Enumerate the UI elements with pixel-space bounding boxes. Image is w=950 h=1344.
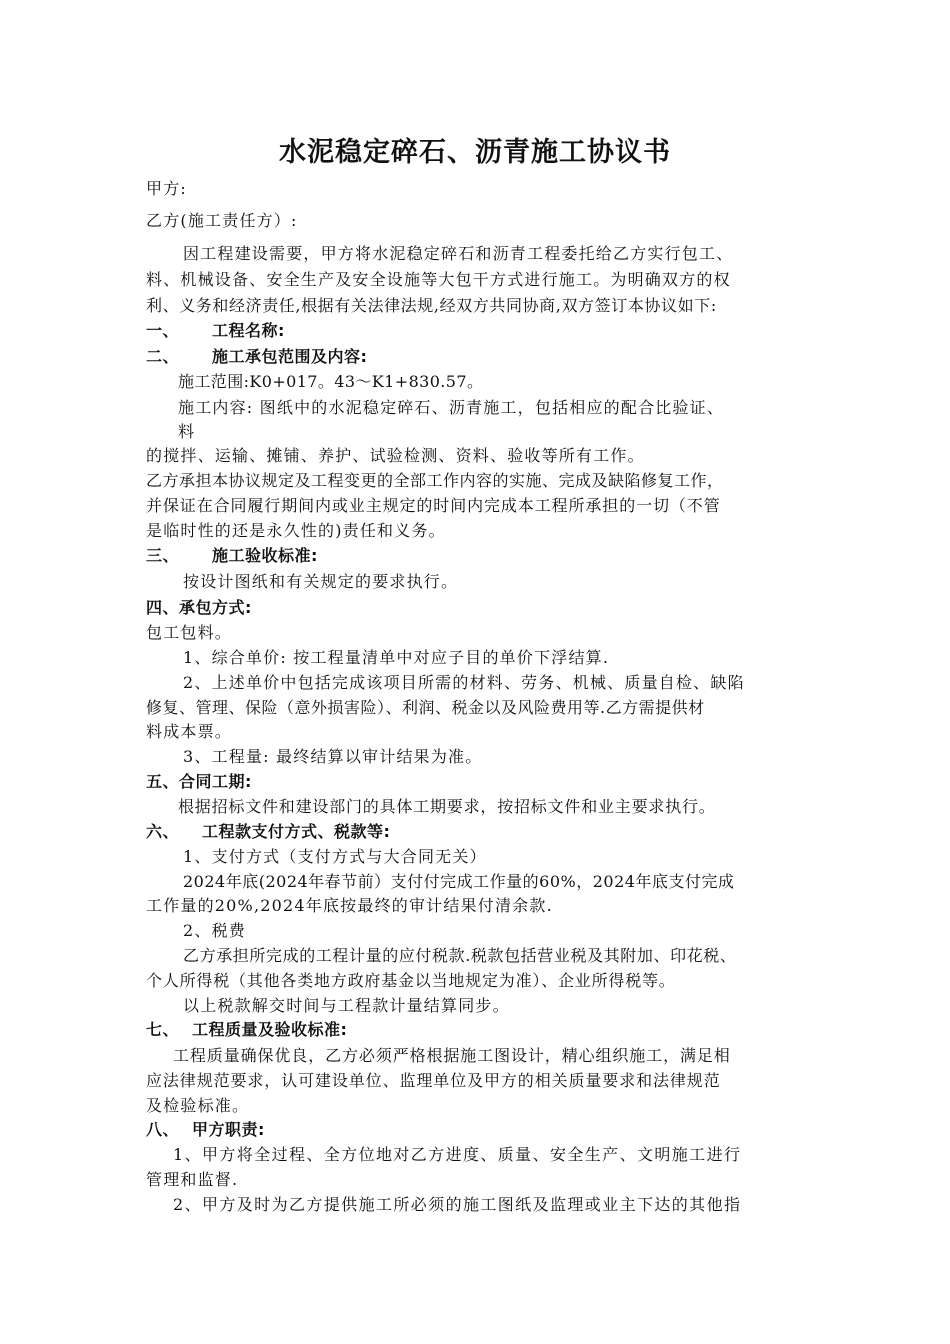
party-b-label: 乙方(施工责任方）: — [146, 211, 298, 230]
body-line: 修复、管理、保险（意外损害险）、利润、税金以及风险费用等.乙方需提供材 — [146, 698, 705, 717]
party-a-label: 甲方: — [146, 179, 187, 198]
section-title: 工程名称: — [212, 321, 285, 340]
section-title: 施工承包范围及内容: — [212, 347, 368, 366]
body-line: 工程质量确保优良，乙方必须严格根据施工图设计，精心组织施工，满足相 — [173, 1046, 731, 1065]
body-line: 乙方承担本协议规定及工程变更的全部工作内容的实施、完成及缺陷修复工作， — [146, 471, 724, 490]
section-heading — [146, 319, 285, 343]
section-number: 三、 — [146, 546, 180, 565]
body-line: 个人所得税（其他各类地方政府基金以当地规定为准）、企业所得税等。 — [146, 971, 676, 990]
body-line: 2、甲方及时为乙方提供施工所必须的施工图纸及监理或业主下达的其他指 — [173, 1195, 742, 1214]
section-heading — [146, 544, 318, 568]
body-line: 料 — [178, 422, 196, 441]
body-line: 及检验标准。 — [146, 1096, 250, 1115]
section-title: 工程质量及验收标准: — [192, 1020, 348, 1039]
intro-line: 因工程建设需要，甲方将水泥稳定碎石和沥青工程委托给乙方实行包工、 — [183, 244, 734, 263]
section-title: 施工验收标准: — [212, 546, 318, 565]
body-line: 1、支付方式（支付方式与大合同无关） — [183, 847, 487, 866]
section-number: 六、 — [146, 822, 180, 841]
section-number: 七、 — [146, 1020, 180, 1039]
body-line: 2024年底(2024年春节前）支付付完成工作量的60%，2024年底支付完成 — [183, 872, 735, 891]
body-line: 乙方承担所完成的工程计量的应付税款.税款包括营业税及其附加、印花税、 — [183, 946, 737, 965]
body-line: 以上税款解交时间与工程款计量结算同步。 — [183, 996, 510, 1015]
section-title: 五、合同工期: — [146, 772, 252, 791]
body-line: 施工范围:K0+017。43～K1+830.57。 — [178, 372, 484, 391]
body-line: 工作量的20%,2024年底按最终的审计结果付清余款. — [146, 896, 553, 915]
document-title: 水泥稳定碎石、沥青施工协议书 — [279, 137, 671, 168]
section-number: 八、 — [146, 1120, 180, 1139]
body-line: 管理和监督. — [146, 1170, 239, 1189]
section-title: 四、承包方式: — [146, 598, 252, 617]
body-line: 料成本票。 — [146, 722, 233, 741]
section-title: 工程款支付方式、税款等: — [202, 822, 391, 841]
section-title: 甲方职责: — [192, 1120, 265, 1139]
section-heading — [146, 1118, 265, 1142]
body-line: 1、甲方将全过程、全方位地对乙方进度、质量、安全生产、文明施工进行 — [173, 1145, 742, 1164]
section-heading — [146, 1018, 347, 1042]
section-heading — [146, 820, 390, 844]
body-line: 的搅拌、运输、摊铺、养护、试验检测、资料、验收等所有工作。 — [146, 446, 645, 465]
body-line: 根据招标文件和建设部门的具体工期要求，按招标文件和业主要求执行。 — [178, 797, 716, 816]
body-line: 2、上述单价中包括完成该项目所需的材料、劳务、机械、质量自检、缺陷 — [183, 673, 745, 692]
body-line: 是临时性的还是永久性的)责任和义务。 — [146, 521, 446, 540]
section-heading — [146, 345, 367, 369]
intro-line: 利、义务和经济责任,根据有关法律法规,经双方共同协商,双方签订本协议如下: — [146, 296, 717, 315]
body-line: 3、工程量: 最终结算以审计结果为准。 — [183, 747, 483, 766]
intro-line: 料、机械设备、安全生产及安全设施等大包干方式进行施工。为明确双方的权 — [146, 270, 731, 289]
body-line: 按设计图纸和有关规定的要求执行。 — [183, 572, 459, 591]
section-number: 二、 — [146, 347, 180, 366]
body-line: 应法律规范要求，认可建设单位、监理单位及甲方的相关质量要求和法律规范 — [146, 1071, 721, 1090]
section-number: 一、 — [146, 321, 180, 340]
body-line: 并保证在合同履行期间内或业主规定的时间内完成本工程所承担的一切（不管 — [146, 496, 721, 515]
body-line: 包工包料。 — [146, 623, 233, 642]
body-line: 2、税费 — [183, 921, 246, 940]
body-line: 1、综合单价: 按工程量清单中对应子目的单价下浮结算. — [183, 648, 610, 667]
body-line: 施工内容: 图纸中的水泥稳定碎石、沥青施工，包括相应的配合比验证、 — [178, 398, 725, 417]
